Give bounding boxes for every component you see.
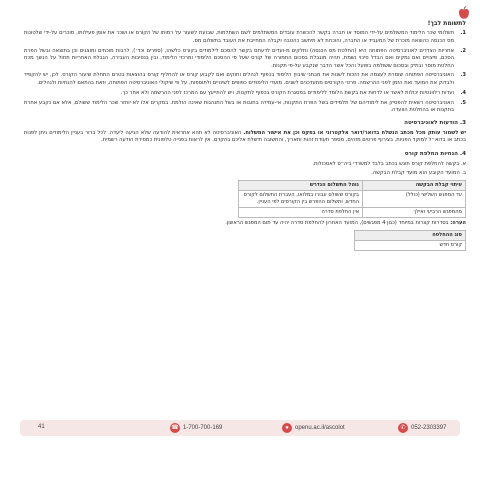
table-row (239, 207, 466, 217)
website-link[interactable] (282, 423, 345, 433)
note-text: בסדרות קצרות במיוחד (כגון 4 מפגשים), המועד האחרון להחלפת סדרה יהיה עד תום המפגש הראשון. (225, 219, 449, 226)
table-header-row (239, 180, 466, 190)
whatsapp-contact[interactable] (398, 423, 446, 433)
whatsapp-icon: ✆ (398, 423, 408, 433)
list-item-number: 2. (460, 47, 466, 54)
phone-contact[interactable] (170, 423, 222, 433)
whatsapp-number: 052-2303397 (411, 425, 447, 431)
list-item-text: האוניברסיטה רשאית להפסיק את לימודיהם של תלמידים בשל הפרת התקנות, אי-עמידה בחובות או בשל התנהגות שאינה הולמת. במקרים אלו לא יוחזר שכר הלימוד ששולם, אלא אם נקבע אחרת בתקנות או בהחלטת הוועדה. (24, 99, 454, 114)
list-item-number: 3. (460, 72, 466, 79)
page-footer (20, 420, 460, 436)
section-title-notices: 3. הודעות לאוניברסיטה (404, 120, 466, 127)
list-item-text: תשלומי שכר הלימוד המשולמים על-ידי המוסד או חברה בקשר להכשרת עובדים המשתלמים לשם השתלמות, שבועת לשעור על רמותו של הקורס או ושכר את אופן פעילותו, מוכרים על-ידי שלטונות מס הכנסה כהוצאה מוכרת של המעביד או החברה, והוכחת לא תיחשב כהטבה וקבלה המחייבת את העובד בתשלום מס. (24, 30, 454, 44)
list-item (24, 30, 466, 45)
change-type-table (354, 230, 466, 251)
list-item-text: אחריות הצדדים לאוניברסיטה הפתוחה היא (החלטת מס הכנסה) וחלקים מ-ועדים לדעתם בקשר להסכם לילמודים בקורס כלשהו, (ספרים וכד׳), לרבות מוכחים ומוצגים וכן בתוצאה ובשל הפרת הסכם, פיצויים ואם נמקים ואם הבדל סיכוי נשמת, תהיה מוגבלת בסכום התמורה של קורס שעל פי ההסכם הלימודי ומרכזי הלימוד, ובין בנסיבות העבירה, הגבלת האחריות תחול על הנשך מכח החלטת מוסר ובתיק ובסכום ששולמה בפועל והכל אשר הדבר שנקבע על-פי תקנות. (24, 47, 454, 69)
table-header: נוהל התשלום הנדרש (239, 180, 363, 190)
page-content (24, 20, 466, 251)
section-notices-text (24, 130, 466, 145)
section-title-course-change: 4. הנחיות החלפת קורס (404, 150, 466, 157)
list-item (24, 100, 466, 115)
list-item-number: 5. (460, 99, 466, 106)
list-item-number: 4. (460, 89, 466, 96)
table-cell: מהמפגש הרביעי ואילך (363, 207, 466, 217)
notices-bold-text: יש לשמור עותק מכל מכתב הנשלח בדואר/דואר אלקטרוני או בפקס וכן את אישור המשלוח. (243, 129, 466, 136)
course-change-sub-b: ב. המועד הקובע הוא מועד קבלת הבקשה. (371, 169, 466, 176)
note-label: הערה: (450, 219, 466, 226)
course-change-note (24, 220, 466, 227)
note-heading: לתשומת לבך! (427, 20, 466, 27)
table-header: סוג ההחלפה (355, 231, 466, 241)
table-cell: קורס חדש (355, 241, 466, 251)
list-item (24, 48, 466, 70)
page-number: 41 (38, 424, 45, 430)
table-row (355, 241, 466, 251)
website-text: openu.ac.il/ascolot (295, 425, 345, 431)
list-item-number: 1. (460, 30, 466, 37)
list-item-text: האוניברסיטה הפתוחה שומרת לעצמה את הזכות לשנות את מבחני שיבוץ הלימוד בכפוף לנהלים וחוקים ואם לקבוע קורס או להחליף קורס בהוצאות בטרם התחלת שיעור הקורס. לכן, יש להקפיד ולבדוק את המועד ואת הזמן לפני ההרשמה. פרטי הקורסים מתעדכנים לשנים. מועדי הלימודים כפופים לשינויים ולתוספות, על פי שיקולי האוניברסיטה הפתוחה, וזאת בהתאם להנחיות ולנהלים. (24, 72, 454, 86)
table-header-row (355, 231, 466, 241)
table-cell: עד המפגש השלישי (כולל) (363, 190, 466, 207)
table-row (239, 190, 466, 207)
course-change-table (238, 180, 466, 218)
list-item-text: ועדות רלוונטיות יכולות לאשר או לדחות את בקשת הלומד ללימודים במסגרת הקורס בכפוף לתקנות, ויש להתייעץ עם המרכז לפני ההרשמה ולא אחר כך. (120, 89, 454, 96)
table-header: עיתוי קבלת הבקשה (363, 180, 466, 190)
list-item (24, 90, 466, 97)
course-change-sub-a: א. בקשה להחלפת קורס תוגש בכתב בלבד למשרדי ביה״ס לאסכולות. (312, 161, 466, 168)
table-cell: בקורס ששולם עבורו במלואו, העברת התשלום לקורס החדש, ותשלום ההפרש בין הקורסים לפי העניין. (239, 190, 363, 207)
phone-number: 1-700-700-169 (183, 425, 223, 431)
phone-icon: ☎ (171, 425, 179, 431)
table-cell: אין החלפת סדרה (239, 207, 363, 217)
apple-logo-icon (458, 6, 470, 20)
list-item (24, 72, 466, 87)
globe-icon: ● (282, 423, 292, 433)
notices-text: האוניברסיטה לא תהא אחראית להודעה שלא הגיעה ליעדה. לכל ברור בעניין הלימודים ניתן לפנות בכתב או בדוא״ל למוקד הפניות, בצירוף פרטים מזהים, מספר תעודת זהות ותאריך, והתשובה תישלח אליכם בהקדם. אין לראות בפנייה טלפונית כמסירת הודעה רשמית. (24, 129, 466, 144)
